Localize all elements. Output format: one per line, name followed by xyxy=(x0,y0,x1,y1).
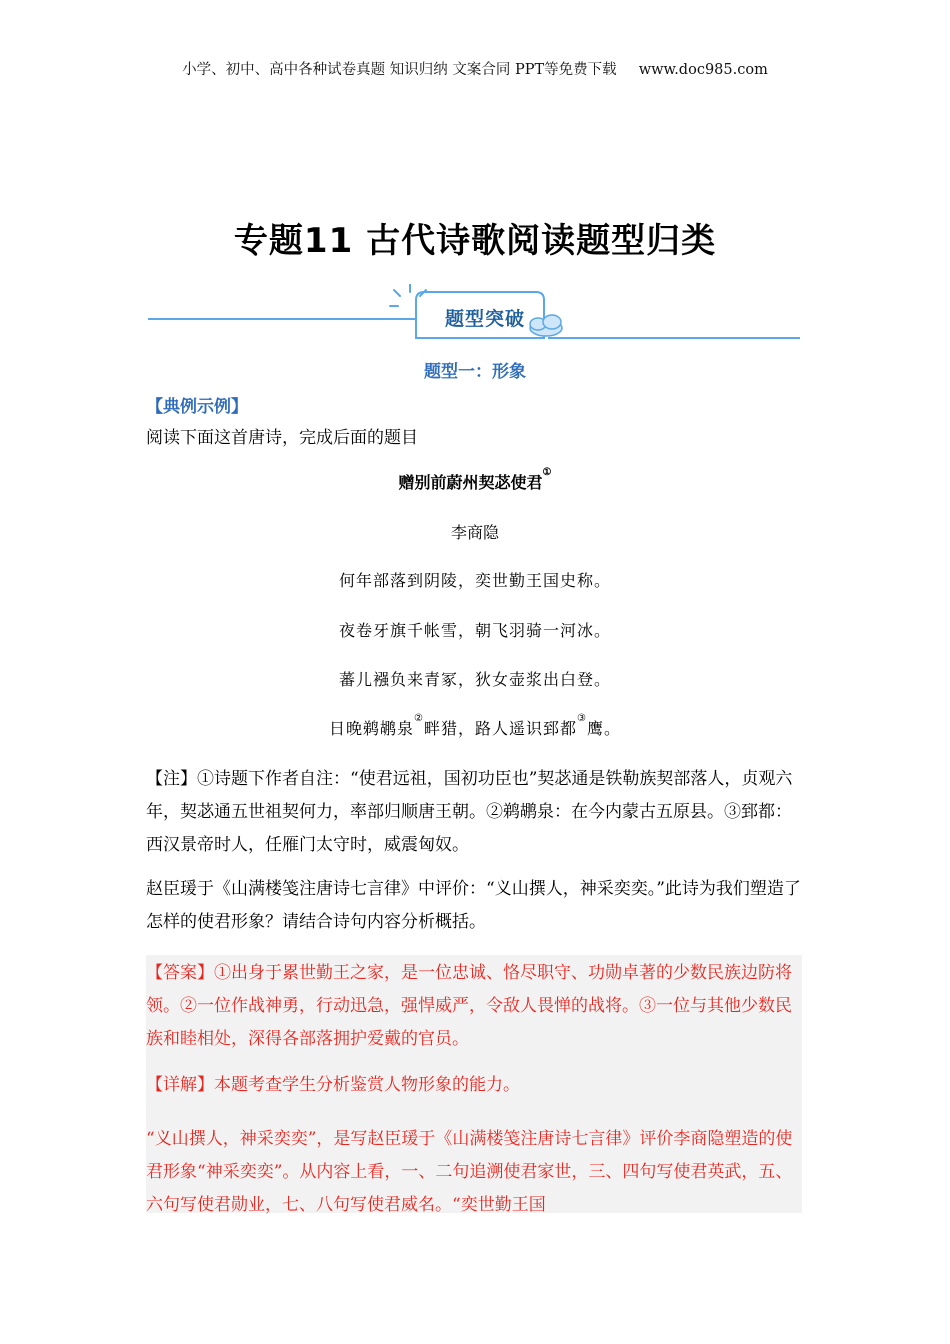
poem-line-4-part-a: 日晚鹈鹕泉 xyxy=(329,719,415,738)
analysis-text: “义山撰人，神采奕奕”，是写赵臣瑗于《山满楼笺注唐诗七言律》评价李商隐塑造的使君形象“神采奕奕”。从内容上看，一、二句追溯使君家世，三、四句写使君英武，五、六句写使君勋业，七、八句写使君威名。“奕世勤王国 xyxy=(146,1129,793,1215)
poem-author: 李商隐 xyxy=(450,523,499,542)
header-left-text: 小学、初中、高中各种试卷真题 知识归纳 文案合同 PPT等免费下载 xyxy=(182,62,617,78)
example-label: 【典例示例】 xyxy=(146,397,248,417)
banner-label: 题型突破 xyxy=(444,308,525,330)
poem-title xyxy=(0,467,950,493)
poem-line-4 xyxy=(0,713,950,739)
intro-text: 阅读下面这首唐诗，完成后面的题目 xyxy=(146,428,418,448)
poem-line-3: 蕃儿襁负来青冢，狄女壶浆出白登。 xyxy=(338,670,611,689)
page-title: 专题11 古代诗歌阅读题型归类 xyxy=(233,221,717,261)
question-text: 赵臣瑗于《山满楼笺注唐诗七言律》中评价：“义山撰人，神采奕奕。”此诗为我们塑造了怎样的使君形象？请结合诗句内容分析概括。 xyxy=(146,879,801,932)
poem-notes: 【注】①诗题下作者自注：“使君远祖，国初功臣也”契苾通是铁勒族契部落人，贞观六年，契苾通五世祖契何力，率部归顺唐王朝。②鹈鹕泉：在今内蒙古五原县。③郅都：西汉景帝时人，任雁门太守时，威震匈奴。 xyxy=(146,769,793,855)
poem-line-4-part-c: 鹰。 xyxy=(586,719,621,738)
poem-footnote-3: ③ xyxy=(577,713,587,724)
poem-line-4-part-b: 畔猎，路人遥识郅都 xyxy=(423,719,577,738)
section-banner xyxy=(148,284,800,344)
answer-text: 【答案】①出身于累世勤王之家，是一位忠诚、恪尽职守、功勋卓著的少数民族边防将领。②一位作战神勇，行动迅急，强悍威严，令敌人畏惮的战将。③一位与其他少数民族和睦相处，深得各部落拥护爱戴的官员。 xyxy=(146,963,792,1049)
poem-title-text: 赠别前蔚州契苾使君 xyxy=(398,473,543,492)
detail-text: 【详解】本题考查学生分析鉴赏人物形象的能力。 xyxy=(146,1075,520,1095)
page-header xyxy=(0,58,950,79)
poem-title-footnote: ① xyxy=(542,467,552,478)
section-title: 题型一：形象 xyxy=(424,362,526,382)
poem-line-1: 何年部落到阴陵，奕世勤王国史称。 xyxy=(338,571,611,590)
poem-footnote-2: ② xyxy=(414,713,424,724)
poem-line-2: 夜卷牙旗千帐雪，朝飞羽骑一河冰。 xyxy=(338,621,611,640)
header-url[interactable]: www.doc985.com xyxy=(638,62,768,78)
